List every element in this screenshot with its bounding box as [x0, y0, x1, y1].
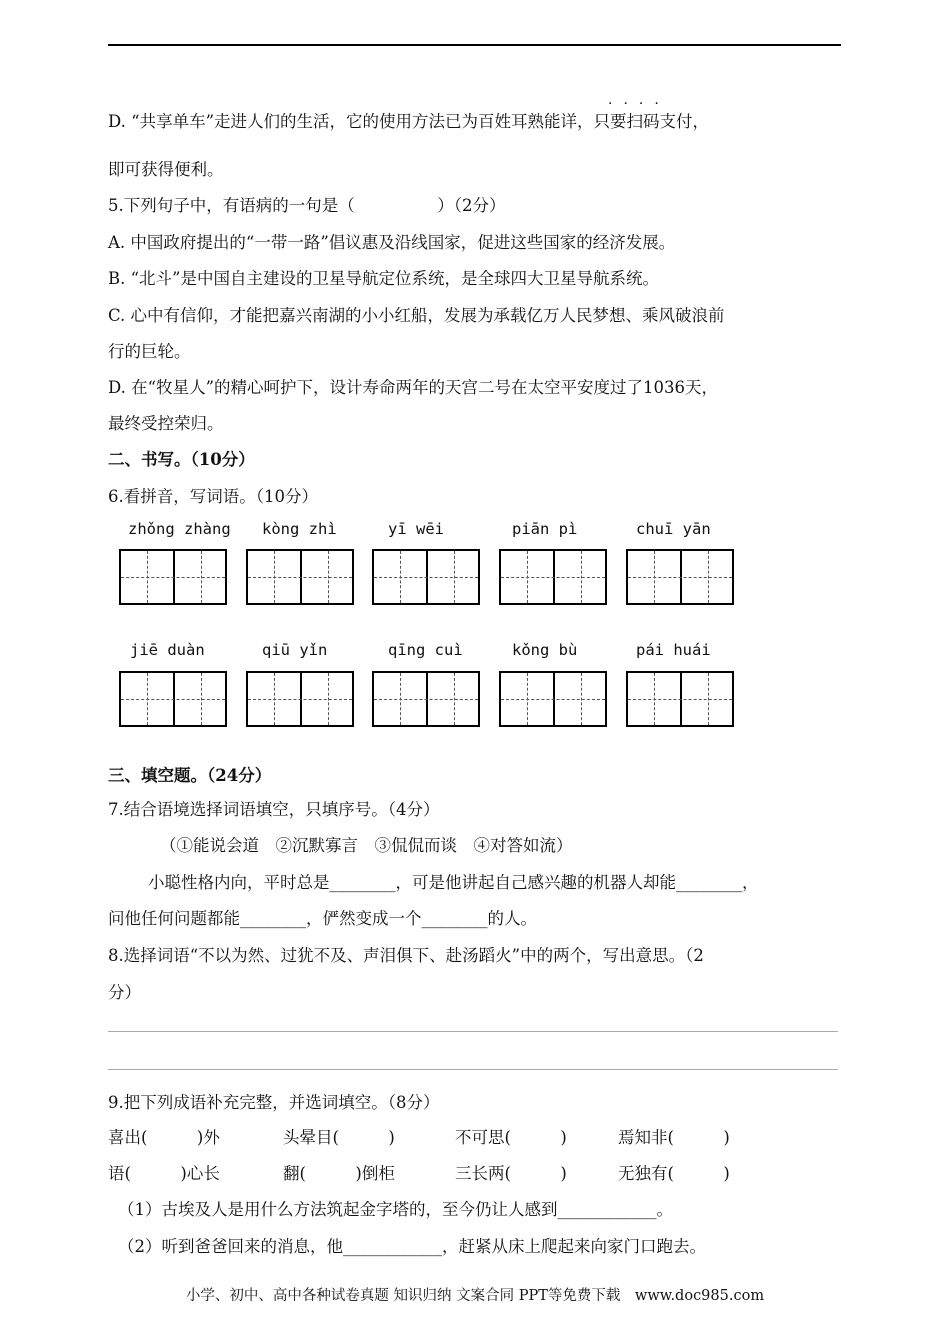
pinyin-label: kòng zhì [262, 520, 337, 538]
q9-stem: 9.把下列成语补充完整，并选词填空。（8分） [108, 1093, 440, 1112]
pinyin-label: kǒng bù [512, 641, 578, 659]
q6-stem: 6.看拼音，写词语。（10分） [108, 487, 318, 506]
writing-grid[interactable] [372, 671, 480, 727]
q4-option-d-line1: D. “共享单车”走进人们的生活，它的使用方法已为百姓耳熟能详，只要扫码支付， [108, 112, 710, 131]
writing-grid[interactable] [626, 549, 734, 605]
q7-text-line2: 问他任何问题都能________，俨然变成一个________的人。 [108, 909, 537, 928]
q5-stem: 5.下列句子中，有语病的一句是（ ）（2分） [108, 196, 506, 215]
q7-stem: 7.结合语境选择词语填空，只填序号。（4分） [108, 800, 440, 819]
header-rule [108, 44, 841, 46]
idiom-blank: 翻( )倒柜 [283, 1164, 395, 1183]
pinyin-label: qīng cuì [388, 641, 463, 659]
idiom-blank: 头晕目( ) [283, 1128, 395, 1147]
pinyin-label: qiū yǐn [262, 641, 328, 659]
idiom-blank: 喜出( )外 [108, 1128, 220, 1147]
writing-grid[interactable] [499, 671, 607, 727]
writing-grid[interactable] [119, 549, 227, 605]
q5-option-d-line1: D. 在“牧星人”的精心呵护下，设计寿命两年的天宫二号在太空平安度过了1036天， [108, 378, 718, 397]
writing-grid[interactable] [246, 671, 354, 727]
idiom-blank: 三长两( ) [455, 1164, 567, 1183]
q7-options: （①能说会道 ②沉默寡言 ③侃侃而谈 ④对答如流） [160, 836, 573, 855]
section2-title: 二、书写。（10分） [108, 450, 255, 469]
idiom-blank: 焉知非( ) [618, 1128, 730, 1147]
answer-line[interactable] [108, 1069, 838, 1070]
writing-grid[interactable] [119, 671, 227, 727]
q9-sentence1: （1）古埃及人是用什么方法筑起金字塔的，至今仍让人感到____________。 [118, 1200, 673, 1219]
writing-grid[interactable] [246, 549, 354, 605]
section3-title: 三、填空题。（24分） [108, 766, 272, 785]
q5-option-c-line1: C. 心中有信仰，才能把嘉兴南湖的小小红船，发展为承载亿万人民梦想、乘风破浪前 [108, 306, 725, 325]
writing-grid[interactable] [499, 549, 607, 605]
q5-option-c-line2: 行的巨轮。 [108, 342, 191, 361]
q5-option-a: A. 中国政府提出的“一带一路”倡议惠及沿线国家，促进这些国家的经济发展。 [108, 233, 676, 252]
answer-line[interactable] [108, 1031, 838, 1032]
pinyin-label: pái huái [636, 641, 711, 659]
q4-option-d-line2: 即可获得便利。 [108, 160, 224, 179]
pinyin-label: chuī yān [636, 520, 711, 538]
writing-grid[interactable] [626, 671, 734, 727]
q8-stem-line2: 分） [108, 983, 141, 1002]
q8-stem-line1: 8.选择词语“不以为然、过犹不及、声泪俱下、赴汤蹈火”中的两个，写出意思。（2 [108, 946, 704, 965]
q9-sentence2: （2）听到爸爸回来的消息，他____________，赶紧从床上爬起来向家门口跑去。 [118, 1237, 706, 1256]
pinyin-label: jiē duàn [130, 641, 205, 659]
pinyin-label: zhǒng zhàng [128, 520, 231, 538]
pinyin-label: piān pì [512, 520, 578, 538]
q5-option-d-line2: 最终受控荣归。 [108, 414, 224, 433]
idiom-blank: 无独有( ) [618, 1164, 730, 1183]
q5-option-b: B. “北斗”是中国自主建设的卫星导航定位系统，是全球四大卫星导航系统。 [108, 269, 659, 288]
q7-text-line1: 小聪性格内向，平时总是________，可是他讲起自己感兴趣的机器人却能________， [148, 873, 759, 892]
idiom-blank: 语( )心长 [108, 1164, 220, 1183]
emphasis-dots: ···· [608, 96, 670, 112]
footer-text: 小学、初中、高中各种试卷真题 知识归纳 文案合同 PPT等免费下载 www.doc985.com [185, 1288, 765, 1304]
idiom-blank: 不可思( ) [455, 1128, 567, 1147]
pinyin-label: yī wēi [388, 520, 444, 538]
writing-grid[interactable] [372, 549, 480, 605]
